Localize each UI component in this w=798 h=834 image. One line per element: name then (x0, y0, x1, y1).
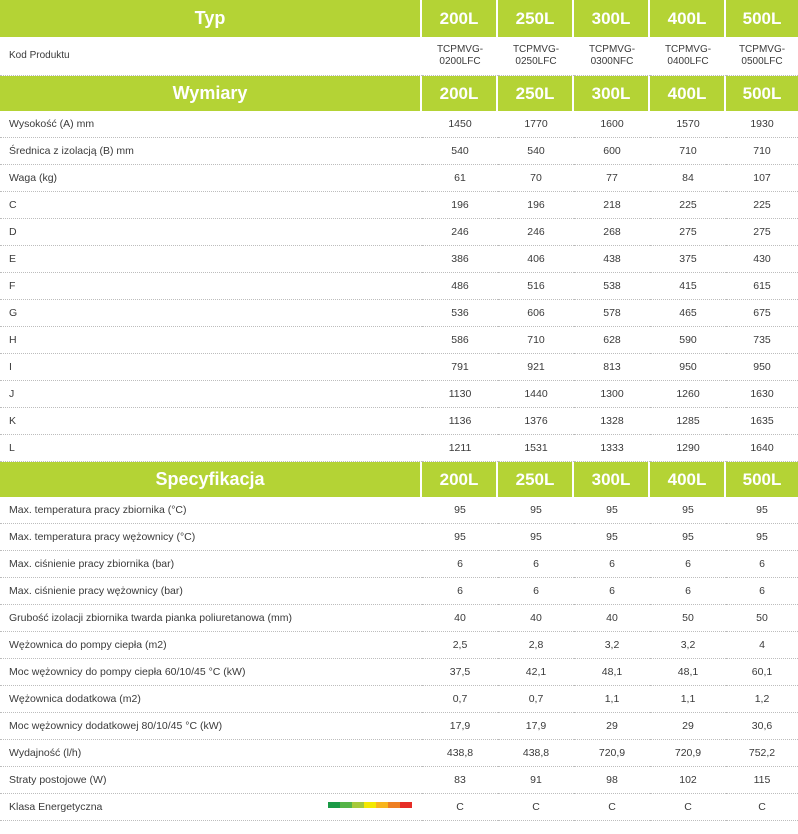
cell-value: 791 (422, 354, 498, 381)
row-label-text: Wężownica dodatkowa (m2) (9, 693, 141, 705)
cell-value: 720,9 (574, 740, 650, 767)
cell-value: 578 (574, 300, 650, 327)
table-row (0, 605, 798, 632)
cell-value: 29 (650, 713, 726, 740)
row-label (0, 713, 422, 740)
table-row (0, 794, 798, 821)
energy-scale-segment (364, 802, 376, 808)
row-label-text: D (9, 226, 17, 238)
cell-value: 675 (726, 300, 798, 327)
cell-value: 486 (422, 273, 498, 300)
row-label (0, 354, 422, 381)
row-label-text: Klasa Energetyczna (9, 801, 103, 813)
specyfikacja-header-row (0, 462, 798, 497)
cell-value: 6 (650, 551, 726, 578)
cell-value: 1376 (498, 408, 574, 435)
row-label-text: Moc wężownicy dodatkowej 80/10/45 °C (kW) (9, 720, 223, 732)
cell-value: 102 (650, 767, 726, 794)
cell-value: 538 (574, 273, 650, 300)
row-label (0, 794, 422, 821)
row-label-text: Średnica z izolacją (B) mm (9, 145, 134, 157)
size-header: 250L (498, 462, 574, 497)
row-label-text: Grubość izolacji zbiornika twarda pianka poliuretanowa (mm) (9, 612, 293, 624)
cell-value: 1211 (422, 435, 498, 462)
row-label-text: Max. ciśnienie pracy wężownicy (bar) (9, 585, 183, 597)
row-label-text: K (9, 415, 17, 427)
size-header: 250L (498, 76, 574, 111)
cell-value: 2,8 (498, 632, 574, 659)
row-label (0, 192, 422, 219)
table-row (0, 497, 798, 524)
table-row (0, 659, 798, 686)
cell-value: 615 (726, 273, 798, 300)
cell-value: 17,9 (498, 713, 574, 740)
cell-value: 586 (422, 327, 498, 354)
section-title (0, 462, 422, 497)
product-code-line: TCPMVG- (436, 44, 484, 55)
row-label (0, 632, 422, 659)
cell-value: 1260 (650, 381, 726, 408)
table-row (0, 686, 798, 713)
cell-value: 950 (726, 354, 798, 381)
cell-value: 50 (650, 605, 726, 632)
cell-value: 95 (574, 524, 650, 551)
cell-value: 4 (726, 632, 798, 659)
product-code-line: 0400LFC (667, 56, 709, 67)
row-label-text: C (9, 199, 17, 211)
table-row (0, 578, 798, 605)
energy-scale-bar (328, 802, 412, 808)
energy-scale-segment (352, 802, 364, 808)
cell-value: 1440 (498, 381, 574, 408)
cell-value: 1,1 (650, 686, 726, 713)
row-label (0, 138, 422, 165)
cell-value: 590 (650, 327, 726, 354)
wymiary-header-row (0, 76, 798, 111)
cell-value: 77 (574, 165, 650, 192)
cell-value: 107 (726, 165, 798, 192)
cell-value: 465 (650, 300, 726, 327)
cell-value: 30,6 (726, 713, 798, 740)
size-header: 300L (574, 0, 650, 37)
section-title-text: Typ (194, 8, 226, 28)
size-header: 500L (726, 462, 798, 497)
size-header: 200L (422, 462, 498, 497)
cell-value: 6 (650, 578, 726, 605)
cell-value: 536 (422, 300, 498, 327)
cell-value: 813 (574, 354, 650, 381)
cell-value: 1,2 (726, 686, 798, 713)
energy-scale-segment (376, 802, 388, 808)
row-label (0, 408, 422, 435)
row-label-text: J (9, 388, 15, 400)
size-header: 300L (574, 76, 650, 111)
energy-scale-segment (340, 802, 352, 808)
cell-value: 3,2 (574, 632, 650, 659)
typ-header-row (0, 0, 798, 37)
table-row (0, 551, 798, 578)
cell-value: 95 (650, 524, 726, 551)
product-code-line: TCPMVG- (512, 44, 560, 55)
cell-value: 268 (574, 219, 650, 246)
cell-value: 84 (650, 165, 726, 192)
row-label-text: Wydajność (l/h) (9, 747, 82, 759)
product-code-row (0, 37, 798, 76)
cell-value: 710 (650, 138, 726, 165)
section-title-text: Wymiary (172, 83, 248, 103)
table-row (0, 767, 798, 794)
cell-value: 17,9 (422, 713, 498, 740)
cell-value: 628 (574, 327, 650, 354)
cell-value: 95 (498, 497, 574, 524)
cell-value: 225 (726, 192, 798, 219)
cell-value: 95 (422, 524, 498, 551)
cell-value: 70 (498, 165, 574, 192)
table-row (0, 632, 798, 659)
row-label (0, 497, 422, 524)
row-label (0, 165, 422, 192)
cell-value: 115 (726, 767, 798, 794)
product-code-line: 0500LFC (741, 56, 783, 67)
table-row (0, 381, 798, 408)
cell-value: 61 (422, 165, 498, 192)
cell-value: 375 (650, 246, 726, 273)
table-row (0, 192, 798, 219)
cell-value: 98 (574, 767, 650, 794)
cell-value: 0,7 (498, 686, 574, 713)
cell-value: C (422, 794, 498, 821)
cell-value: 196 (498, 192, 574, 219)
cell-value: 600 (574, 138, 650, 165)
cell-value: 438,8 (422, 740, 498, 767)
cell-value: 95 (422, 497, 498, 524)
table-row (0, 435, 798, 462)
table-row (0, 273, 798, 300)
cell-value: 40 (422, 605, 498, 632)
table-row (0, 713, 798, 740)
row-label (0, 740, 422, 767)
cell-value: 540 (498, 138, 574, 165)
cell-value: 1450 (422, 111, 498, 138)
cell-value: 1300 (574, 381, 650, 408)
product-code-line: 0300NFC (590, 56, 634, 67)
row-label (0, 551, 422, 578)
cell-value: 1130 (422, 381, 498, 408)
cell-value: 1290 (650, 435, 726, 462)
cell-value: 91 (498, 767, 574, 794)
cell-value: 606 (498, 300, 574, 327)
cell-value: 3,2 (650, 632, 726, 659)
row-label-text: E (9, 253, 17, 265)
cell-value: 48,1 (574, 659, 650, 686)
cell-value: 6 (498, 578, 574, 605)
row-label (0, 381, 422, 408)
table-row (0, 354, 798, 381)
cell-value: 95 (574, 497, 650, 524)
cell-value: 6 (574, 551, 650, 578)
cell-value: 0,7 (422, 686, 498, 713)
cell-value: 1328 (574, 408, 650, 435)
table-row (0, 408, 798, 435)
cell-value: 40 (498, 605, 574, 632)
size-header: 400L (650, 0, 726, 37)
table-row (0, 165, 798, 192)
table-row (0, 246, 798, 273)
cell-value: 37,5 (422, 659, 498, 686)
table-row (0, 327, 798, 354)
row-label (0, 578, 422, 605)
row-label: Kod Produktu (0, 37, 422, 76)
cell-value: 540 (422, 138, 498, 165)
cell-value: 218 (574, 192, 650, 219)
cell-value: 1333 (574, 435, 650, 462)
cell-value: 196 (422, 192, 498, 219)
section-title (0, 0, 422, 37)
cell-value: 6 (574, 578, 650, 605)
size-header: 200L (422, 0, 498, 37)
cell-value: 246 (422, 219, 498, 246)
cell-value: 752,2 (726, 740, 798, 767)
cell-value: 386 (422, 246, 498, 273)
cell-value: 1531 (498, 435, 574, 462)
row-label (0, 435, 422, 462)
size-header: 400L (650, 462, 726, 497)
cell-value: 1630 (726, 381, 798, 408)
product-code-line: TCPMVG- (738, 44, 786, 55)
row-label-text: H (9, 334, 17, 346)
size-header: 400L (650, 76, 726, 111)
row-label-text: Max. ciśnienie pracy zbiornika (bar) (9, 558, 175, 570)
cell-value: 83 (422, 767, 498, 794)
row-label-text: I (9, 361, 12, 373)
table-row (0, 524, 798, 551)
cell-value: 40 (574, 605, 650, 632)
cell-value: 225 (650, 192, 726, 219)
cell-value: 1570 (650, 111, 726, 138)
cell-value: 95 (726, 497, 798, 524)
cell-value: 6 (498, 551, 574, 578)
product-code-cell (422, 37, 498, 76)
cell-value: 6 (726, 551, 798, 578)
row-label (0, 273, 422, 300)
product-code-line: 0200LFC (439, 56, 481, 67)
row-label (0, 605, 422, 632)
row-label-text: Waga (kg) (9, 172, 58, 184)
size-header: 200L (422, 76, 498, 111)
cell-value: 6 (422, 578, 498, 605)
row-label-text: L (9, 442, 15, 454)
row-label (0, 327, 422, 354)
cell-value: 430 (726, 246, 798, 273)
row-label-text: Moc wężownicy do pompy ciepła 60/10/45 °C (kW) (9, 666, 246, 678)
table-row (0, 138, 798, 165)
product-code-cell (726, 37, 798, 76)
row-label (0, 686, 422, 713)
cell-value: 60,1 (726, 659, 798, 686)
table-row (0, 219, 798, 246)
product-code-line: TCPMVG- (588, 44, 636, 55)
energy-scale-segment (328, 802, 340, 808)
cell-value: 735 (726, 327, 798, 354)
cell-value: 1600 (574, 111, 650, 138)
cell-value: C (726, 794, 798, 821)
cell-value: 50 (726, 605, 798, 632)
cell-value: 1,1 (574, 686, 650, 713)
size-header: 500L (726, 76, 798, 111)
cell-value: 1635 (726, 408, 798, 435)
cell-value: 95 (498, 524, 574, 551)
product-code-cell (650, 37, 726, 76)
cell-value: 438 (574, 246, 650, 273)
row-label (0, 300, 422, 327)
cell-value: 1136 (422, 408, 498, 435)
cell-value: 2,5 (422, 632, 498, 659)
row-label-text: F (9, 280, 16, 292)
size-header: 250L (498, 0, 574, 37)
cell-value: 516 (498, 273, 574, 300)
cell-value: 275 (726, 219, 798, 246)
size-header: 300L (574, 462, 650, 497)
row-label (0, 219, 422, 246)
row-label-text: Max. temperatura pracy zbiornika (°C) (9, 504, 187, 516)
cell-value: 406 (498, 246, 574, 273)
cell-value: 6 (422, 551, 498, 578)
row-label-text: Wężownica do pompy ciepła (m2) (9, 639, 167, 651)
row-label (0, 246, 422, 273)
cell-value: 1930 (726, 111, 798, 138)
cell-value: 275 (650, 219, 726, 246)
product-code-line: TCPMVG- (664, 44, 712, 55)
row-label-text: Max. temperatura pracy wężownicy (°C) (9, 531, 196, 543)
cell-value: 710 (498, 327, 574, 354)
cell-value: 950 (650, 354, 726, 381)
product-code-line: 0250LFC (515, 56, 557, 67)
cell-value: 710 (726, 138, 798, 165)
cell-value: 95 (726, 524, 798, 551)
row-label-text: Straty postojowe (W) (9, 774, 107, 786)
table-row (0, 111, 798, 138)
cell-value: C (574, 794, 650, 821)
cell-value: 48,1 (650, 659, 726, 686)
product-code-cell (574, 37, 650, 76)
row-label (0, 659, 422, 686)
cell-value: 1285 (650, 408, 726, 435)
cell-value: 42,1 (498, 659, 574, 686)
row-label-text: G (9, 307, 18, 319)
cell-value: 921 (498, 354, 574, 381)
row-label (0, 767, 422, 794)
energy-scale-segment (400, 802, 412, 808)
row-label (0, 524, 422, 551)
cell-value: 246 (498, 219, 574, 246)
cell-value: 720,9 (650, 740, 726, 767)
cell-value: 6 (726, 578, 798, 605)
row-label (0, 111, 422, 138)
cell-value: 1770 (498, 111, 574, 138)
energy-scale-segment (388, 802, 400, 808)
product-code-cell (498, 37, 574, 76)
cell-value: 1640 (726, 435, 798, 462)
cell-value: 438,8 (498, 740, 574, 767)
section-title-text: Specyfikacja (155, 469, 265, 489)
size-header: 500L (726, 0, 798, 37)
table-row (0, 740, 798, 767)
row-label-text: Wysokość (A) mm (9, 118, 95, 130)
table-row (0, 300, 798, 327)
cell-value: 95 (650, 497, 726, 524)
cell-value: 29 (574, 713, 650, 740)
cell-value: 415 (650, 273, 726, 300)
cell-value: C (498, 794, 574, 821)
section-title (0, 76, 422, 111)
cell-value: C (650, 794, 726, 821)
